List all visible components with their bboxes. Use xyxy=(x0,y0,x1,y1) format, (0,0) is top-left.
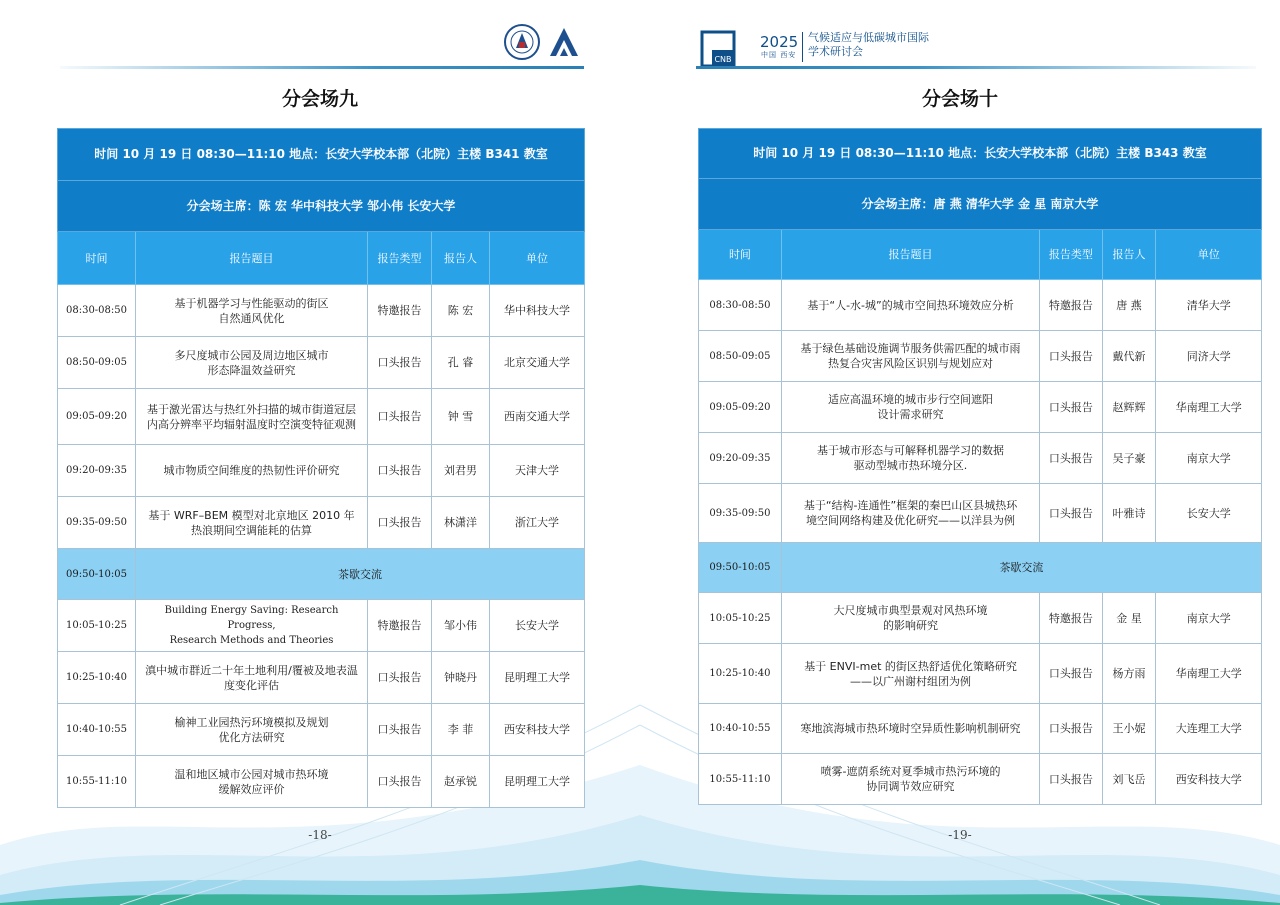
table-row xyxy=(58,337,585,389)
row-time: 08:50-09:05 xyxy=(699,331,782,382)
schedule-table xyxy=(57,128,585,808)
break-row xyxy=(58,549,585,600)
topic-line: 温和地区城市公园对城市热环境 xyxy=(174,767,329,781)
header-unit: 单位 xyxy=(490,232,585,285)
row-unit: 西安科技大学 xyxy=(1156,754,1262,805)
row-time: 09:20-09:35 xyxy=(699,433,782,484)
row-type: 口头报告 xyxy=(1040,484,1102,543)
row-speaker: 戴代新 xyxy=(1102,331,1156,382)
row-topic xyxy=(136,337,368,389)
table-row xyxy=(699,593,1262,644)
row-unit: 华中科技大学 xyxy=(490,285,585,337)
row-unit: 长安大学 xyxy=(1156,484,1262,543)
row-topic xyxy=(781,382,1039,433)
column-header-row xyxy=(58,232,585,285)
row-unit: 南京大学 xyxy=(1156,433,1262,484)
row-speaker: 赵承锐 xyxy=(432,756,490,808)
row-speaker: 陈 宏 xyxy=(432,285,490,337)
row-speaker: 钟 雪 xyxy=(432,389,490,445)
topic-line: 滇中城市群近二十年土地利用/覆被及地表温 xyxy=(145,663,358,677)
row-time: 09:35-09:50 xyxy=(58,497,136,549)
table-row xyxy=(58,600,585,652)
table-row xyxy=(58,285,585,337)
topic-line: 寒地滨海城市热环境时空异质性影响机制研究 xyxy=(800,722,1021,735)
page-title: 分会场九 xyxy=(281,88,358,110)
page-number: -18- xyxy=(308,828,332,842)
page-number: -19- xyxy=(948,828,972,842)
row-type: 口头报告 xyxy=(368,497,432,549)
row-type: 口头报告 xyxy=(1040,754,1102,805)
topic-line: 热复合灾害风险区识别与规划应对 xyxy=(828,357,994,370)
row-topic xyxy=(781,704,1039,754)
row-unit: 华南理工大学 xyxy=(1156,382,1262,433)
session-chair-row xyxy=(699,179,1262,230)
topic-line: 多尺度城市公园及周边地区城市 xyxy=(174,348,329,362)
row-time: 10:55-11:10 xyxy=(58,756,136,808)
topic-line: 的影响研究 xyxy=(883,619,939,632)
topic-line: 设计需求研究 xyxy=(877,408,944,421)
row-speaker: 钟晓丹 xyxy=(432,652,490,704)
row-speaker: 孔 睿 xyxy=(432,337,490,389)
conference-name-line2: 学术研讨会 xyxy=(808,45,863,58)
row-time: 10:05-10:25 xyxy=(699,593,782,644)
row-unit: 同济大学 xyxy=(1156,331,1262,382)
table-row xyxy=(699,280,1262,331)
row-speaker: 林潇洋 xyxy=(432,497,490,549)
header-speaker: 报告人 xyxy=(1102,230,1156,280)
right-page xyxy=(640,0,1280,905)
topic-line: 驱动型城市热环境分区. xyxy=(853,459,968,472)
row-speaker: 叶雅诗 xyxy=(1102,484,1156,543)
row-unit: 昆明理工大学 xyxy=(490,756,585,808)
row-type: 口头报告 xyxy=(368,704,432,756)
session-chair: 分会场主席：唐 燕 清华大学 金 星 南京大学 xyxy=(699,179,1262,230)
cnb-logo-icon xyxy=(700,30,736,68)
table-row xyxy=(699,644,1262,704)
row-topic xyxy=(781,593,1039,644)
row-unit: 华南理工大学 xyxy=(1156,644,1262,704)
break-row xyxy=(699,543,1262,593)
row-topic xyxy=(781,484,1039,543)
row-speaker: 金 星 xyxy=(1102,593,1156,644)
row-topic xyxy=(136,756,368,808)
row-time: 10:25-10:40 xyxy=(699,644,782,704)
row-time: 09:20-09:35 xyxy=(58,445,136,497)
cnb-logo-text: CNB xyxy=(714,55,732,64)
row-time: 08:50-09:05 xyxy=(58,337,136,389)
row-type: 特邀报告 xyxy=(1040,280,1102,331)
session-time-location: 时间 10 月 19 日 08:30—11:10 地点：长安大学校本部（北院）主楼 B341 教室 xyxy=(58,129,585,181)
table-row xyxy=(699,331,1262,382)
header-type: 报告类型 xyxy=(368,232,432,285)
row-time: 10:55-11:10 xyxy=(699,754,782,805)
session-chair: 分会场主席：陈 宏 华中科技大学 邹小伟 长安大学 xyxy=(58,181,585,232)
conference-name xyxy=(808,31,929,59)
row-topic xyxy=(781,280,1039,331)
row-unit: 清华大学 xyxy=(1156,280,1262,331)
row-type: 口头报告 xyxy=(368,389,432,445)
topic-line: Research Methods and Theories xyxy=(169,635,334,646)
row-type: 特邀报告 xyxy=(1040,593,1102,644)
session-chair-row xyxy=(58,181,585,232)
table-row xyxy=(699,433,1262,484)
row-speaker: 唐 燕 xyxy=(1102,280,1156,331)
row-type: 口头报告 xyxy=(1040,433,1102,484)
row-unit: 西安科技大学 xyxy=(490,704,585,756)
session-info-row xyxy=(699,129,1262,179)
row-topic xyxy=(781,433,1039,484)
session-info-row xyxy=(58,129,585,181)
table-row xyxy=(699,754,1262,805)
logo-separator xyxy=(802,32,803,62)
topic-line: 基于激光雷达与热红外扫描的城市街道冠层 xyxy=(147,402,356,416)
table-row xyxy=(58,389,585,445)
row-time: 10:25-10:40 xyxy=(58,652,136,704)
topic-line: 热浪期间空调能耗的估算 xyxy=(191,523,312,537)
topic-line: 大尺度城市典型景观对风热环境 xyxy=(833,604,988,617)
table-row xyxy=(58,756,585,808)
row-type: 口头报告 xyxy=(368,337,432,389)
conference-year: 2025 xyxy=(760,33,799,51)
topic-line: 适应高温环境的城市步行空间遮阳 xyxy=(828,393,994,406)
row-unit: 西南交通大学 xyxy=(490,389,585,445)
row-time: 10:40-10:55 xyxy=(699,704,782,754)
topic-line: Building Energy Saving: Research Progress, xyxy=(164,605,339,631)
page-title: 分会场十 xyxy=(921,88,998,110)
row-unit: 南京大学 xyxy=(1156,593,1262,644)
row-speaker: 杨方雨 xyxy=(1102,644,1156,704)
topic-line: 协同调节效应研究 xyxy=(866,780,955,793)
row-topic xyxy=(781,754,1039,805)
row-topic xyxy=(781,644,1039,704)
row-type: 口头报告 xyxy=(1040,704,1102,754)
header-time: 时间 xyxy=(699,230,782,280)
break-label: 茶歇交流 xyxy=(781,543,1261,593)
row-time: 09:50-10:05 xyxy=(699,543,782,593)
row-speaker: 刘飞岳 xyxy=(1102,754,1156,805)
table-row xyxy=(58,704,585,756)
university-logos xyxy=(502,22,588,62)
topic-line: 内高分辨率平均辐射温度时空演变特征观测 xyxy=(147,417,356,431)
header-type: 报告类型 xyxy=(1040,230,1102,280)
row-speaker: 吴子豪 xyxy=(1102,433,1156,484)
header-unit: 单位 xyxy=(1156,230,1262,280)
row-unit: 大连理工大学 xyxy=(1156,704,1262,754)
topic-line: 形态降温效益研究 xyxy=(207,363,296,377)
header-divider xyxy=(60,66,584,69)
break-label: 茶歇交流 xyxy=(136,549,585,600)
topic-line: 自然通风优化 xyxy=(218,311,285,325)
topic-line: 基于“结构-连通性”框架的秦巴山区县城热环 xyxy=(803,499,1018,512)
topic-line: 基于绿色基础设施调节服务供需匹配的城市雨 xyxy=(800,342,1021,355)
row-type: 口头报告 xyxy=(368,652,432,704)
row-time: 09:05-09:20 xyxy=(699,382,782,433)
session-time-location: 时间 10 月 19 日 08:30—11:10 地点：长安大学校本部（北院）主楼 B343 教室 xyxy=(699,129,1262,179)
row-topic xyxy=(136,704,368,756)
table-row xyxy=(699,382,1262,433)
topic-line: 城市物质空间维度的热韧性评价研究 xyxy=(163,464,340,477)
row-time: 08:30-08:50 xyxy=(58,285,136,337)
topic-line: 基于 ENVI-met 的街区热舒适优化策略研究 xyxy=(804,659,1017,673)
table-row xyxy=(58,652,585,704)
header-topic: 报告题目 xyxy=(136,232,368,285)
table-row xyxy=(699,704,1262,754)
row-time: 09:50-10:05 xyxy=(58,549,136,600)
row-topic xyxy=(136,600,368,652)
row-type: 口头报告 xyxy=(368,445,432,497)
row-speaker: 李 菲 xyxy=(432,704,490,756)
conference-name-line1: 气候适应与低碳城市国际 xyxy=(808,31,929,44)
row-speaker: 王小妮 xyxy=(1102,704,1156,754)
row-topic xyxy=(136,389,368,445)
row-topic xyxy=(781,331,1039,382)
table-row xyxy=(58,445,585,497)
row-unit: 昆明理工大学 xyxy=(490,652,585,704)
row-speaker: 赵辉辉 xyxy=(1102,382,1156,433)
row-time: 08:30-08:50 xyxy=(699,280,782,331)
header-topic: 报告题目 xyxy=(781,230,1039,280)
row-unit: 浙江大学 xyxy=(490,497,585,549)
row-unit: 长安大学 xyxy=(490,600,585,652)
row-type: 口头报告 xyxy=(1040,382,1102,433)
table-row xyxy=(58,497,585,549)
topic-line: 优化方法研究 xyxy=(218,730,285,744)
row-time: 09:35-09:50 xyxy=(699,484,782,543)
row-unit: 天津大学 xyxy=(490,445,585,497)
topic-line: 基于“人-水-城”的城市空间热环境效应分析 xyxy=(807,298,1014,312)
header-time: 时间 xyxy=(58,232,136,285)
column-header-row xyxy=(699,230,1262,280)
topic-line: 榆神工业园热污环境模拟及规划 xyxy=(174,715,329,729)
row-time: 10:40-10:55 xyxy=(58,704,136,756)
row-topic xyxy=(136,652,368,704)
topic-line: 基于城市形态与可解释机器学习的数据 xyxy=(817,444,1005,457)
topic-line: 境空间网络构建及优化研究——以洋县为例 xyxy=(806,514,1016,527)
conference-location: 中国 西安 xyxy=(761,51,797,59)
table-row xyxy=(699,484,1262,543)
row-time: 10:05-10:25 xyxy=(58,600,136,652)
row-type: 口头报告 xyxy=(368,756,432,808)
row-speaker: 邹小伟 xyxy=(432,600,490,652)
header-divider xyxy=(696,66,1256,69)
schedule-table xyxy=(698,128,1262,805)
topic-line: 基于 WRF–BEM 模型对北京地区 2010 年 xyxy=(148,508,355,522)
row-unit: 北京交通大学 xyxy=(490,337,585,389)
row-topic xyxy=(136,445,368,497)
row-type: 口头报告 xyxy=(1040,331,1102,382)
row-type: 特邀报告 xyxy=(368,600,432,652)
row-type: 口头报告 xyxy=(1040,644,1102,704)
row-time: 09:05-09:20 xyxy=(58,389,136,445)
row-topic xyxy=(136,497,368,549)
topic-line: 喷雾-遮荫系统对夏季城市热污环境的 xyxy=(820,765,1001,778)
topic-line: ——以广州谢村组团为例 xyxy=(850,674,972,688)
topic-line: 缓解效应评价 xyxy=(218,782,285,796)
topic-line: 度变化评估 xyxy=(224,678,279,692)
row-speaker: 刘君男 xyxy=(432,445,490,497)
row-topic xyxy=(136,285,368,337)
topic-line: 基于机器学习与性能驱动的街区 xyxy=(174,296,329,310)
header-speaker: 报告人 xyxy=(432,232,490,285)
row-type: 特邀报告 xyxy=(368,285,432,337)
